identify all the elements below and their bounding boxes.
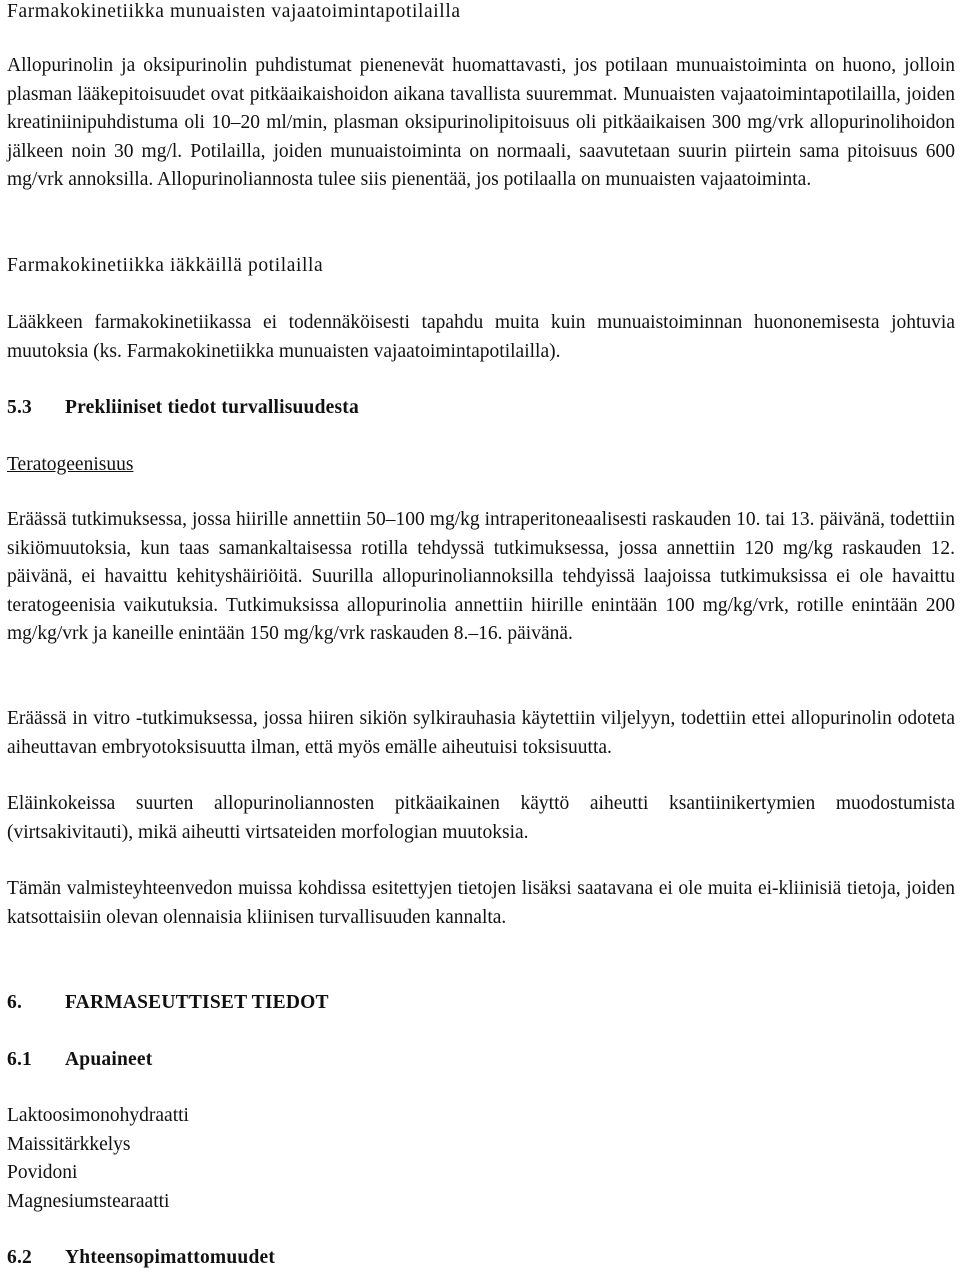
section-6-2-heading xyxy=(7,1244,275,1273)
list-item: Povidoni xyxy=(7,1162,78,1183)
pk-renal-heading: Farmakokinetiikka munuaisten vajaatoimintapotilailla xyxy=(7,1,461,22)
teratogenicity-heading: Teratogeenisuus xyxy=(7,454,134,475)
section-title: Yhteensopimattomuudet xyxy=(65,1247,276,1268)
list-item: Laktoosimonohydraatti xyxy=(7,1105,189,1126)
section-title: Prekliiniset tiedot turvallisuudesta xyxy=(65,397,359,418)
pk-renal-paragraph: Allopurinolin ja oksipurinolin puhdistumat pienenevät huomattavasti, jos potilaan munuaistoiminta on huono, jolloin plasman lääkepitoisuudet ovat pitkäaikaishoidon aikana tavallista suuremmat. Munuaisten vajaatoimintapotilailla, joiden kreatiniinipuhdistuma oli 10–20 ml/min, plasman oksipurinolipitoisuus oli pitkäaikaisen 300 mg/vrk allopurinolihoidon jälkeen noin 30 mg/l. Potilailla, joiden munuaistoiminta on normaali, saavutetaan suurin piirtein sama pitoisuus 600 mg/vrk annoksilla. Allopurinoliannosta tulee siis pienentää, jos potilaalla on munuaisten vajaatoiminta. xyxy=(7,55,955,190)
section-number: 6. xyxy=(7,992,23,1013)
section-title: Apuaineet xyxy=(65,1049,153,1070)
section-number: 5.3 xyxy=(7,397,32,418)
terato-paragraph-1: Eräässä tutkimuksessa, jossa hiirille annettiin 50–100 mg/kg intraperitoneaalisesti raskauden 10. tai 13. päivänä, todettiin sikiömuutoksia, kun taas samankaltaisessa rotilla tehdyssä tutkimuksessa, jossa annettiin 120 mg/kg raskauden 12. päivänä, ei havaittu kehityshäiriöitä. Suurilla allopurinoliannoksilla tehdyissä laajoissa tutkimuksissa ei ole havaittu teratogeenisia vaikutuksia. Tutkimuksissa allopurinolia annettiin hiirille enintään 100 mg/kg/vrk, rotille enintään 200 mg/kg/vrk ja kaneille enintään 150 mg/kg/vrk raskauden 8.–16. päivänä. xyxy=(7,509,955,644)
list-item: Maissitärkkelys xyxy=(7,1133,131,1155)
section-number: 6.1 xyxy=(7,1049,32,1070)
excipients-list xyxy=(7,1102,189,1216)
pk-elderly-paragraph: Lääkkeen farmakokinetiikassa ei todennäköisesti tapahdu muita kuin munuaistoiminnan huononemisesta johtuvia muutoksia (ks. Farmakokinetiikka munuaisten vajaatoimintapotilailla). xyxy=(7,312,955,362)
section-number: 6.2 xyxy=(7,1247,32,1268)
section-title: FARMASEUTTISET TIEDOT xyxy=(65,992,329,1013)
list-item: Magnesiumstearaatti xyxy=(7,1190,170,1212)
section-6-1-heading xyxy=(7,1046,152,1075)
terato-paragraph-3: Eläinkokeissa suurten allopurinoliannosten pitkäaikainen käyttö aiheutti ksantiinikertymien muodostumista (virtsakivitauti), mikä aiheutti virtsateiden morfologian muutoksia. xyxy=(7,793,955,843)
section-6-heading xyxy=(7,989,329,1018)
terato-paragraph-2: Eräässä in vitro -tutkimuksessa, jossa hiiren sikiön sylkirauhasia käytettiin viljelyyn, todettiin ettei allopurinolin odoteta aiheuttavan embryotoksisuutta ilman, että myös emälle aiheutuisi toksisuutta. xyxy=(7,708,955,758)
pk-elderly-heading: Farmakokinetiikka iäkkäillä potilailla xyxy=(7,255,324,276)
section-5-3-heading xyxy=(7,394,359,423)
terato-paragraph-4: Tämän valmisteyhteenvedon muissa kohdissa esitettyjen tietojen lisäksi saatavana ei ole muita ei-kliinisiä tietoja, joiden katsottaisiin olevan olennaisia kliinisen turvallisuuden kannalta. xyxy=(7,878,955,928)
